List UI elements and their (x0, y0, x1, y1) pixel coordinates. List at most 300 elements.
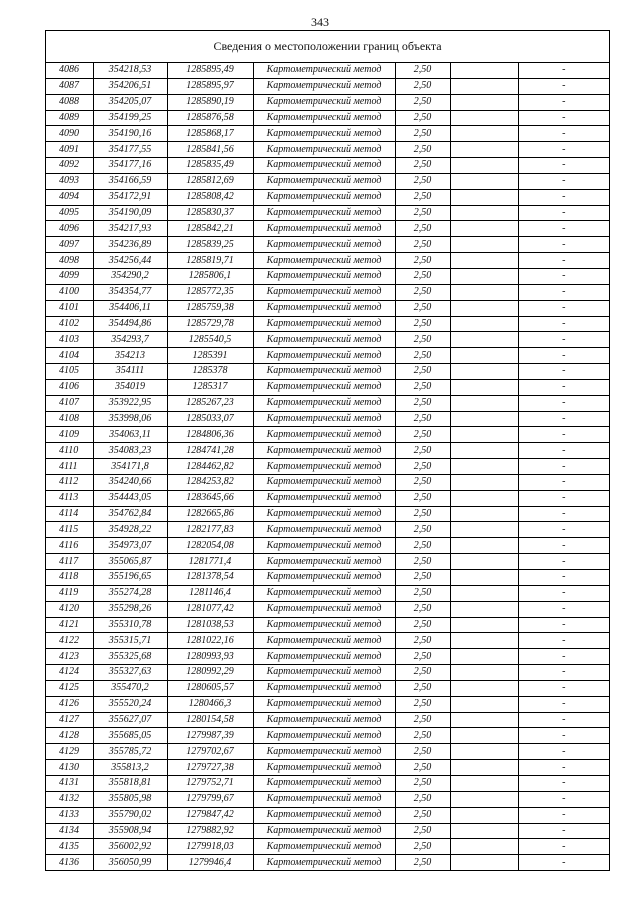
method-cell: Картометрический метод (253, 237, 395, 253)
point-number-cell: 4134 (46, 823, 93, 839)
table-row (46, 205, 609, 221)
y-coordinate-cell: 1285895,49 (167, 63, 253, 78)
method-cell: Картометрический метод (253, 316, 395, 332)
y-coordinate-cell: 1284462,82 (167, 459, 253, 475)
accuracy-cell: 2,50 (395, 807, 450, 823)
point-number-cell: 4113 (46, 490, 93, 506)
table-row (46, 110, 609, 126)
method-cell: Картометрический метод (253, 474, 395, 490)
table-row (46, 712, 609, 728)
method-cell: Картометрический метод (253, 94, 395, 110)
y-coordinate-cell: 1285842,21 (167, 221, 253, 237)
point-number-cell: 4136 (46, 855, 93, 871)
note-cell: - (518, 395, 609, 411)
point-number-cell: 4100 (46, 284, 93, 300)
x-coordinate-cell: 356002,92 (93, 839, 167, 855)
note-cell: - (518, 268, 609, 284)
empty-cell (450, 839, 518, 855)
y-coordinate-cell: 1279987,39 (167, 728, 253, 744)
empty-cell (450, 364, 518, 380)
y-coordinate-cell: 1281077,42 (167, 601, 253, 617)
y-coordinate-cell: 1285868,17 (167, 126, 253, 142)
empty-cell (450, 268, 518, 284)
y-coordinate-cell: 1285806,1 (167, 268, 253, 284)
empty-cell (450, 585, 518, 601)
point-number-cell: 4099 (46, 268, 93, 284)
method-cell: Картометрический метод (253, 459, 395, 475)
table-row (46, 268, 609, 284)
accuracy-cell: 2,50 (395, 823, 450, 839)
empty-cell (450, 158, 518, 174)
table-row (46, 633, 609, 649)
table-row (46, 760, 609, 776)
point-number-cell: 4112 (46, 474, 93, 490)
x-coordinate-cell: 354406,11 (93, 300, 167, 316)
accuracy-cell: 2,50 (395, 585, 450, 601)
method-cell: Картометрический метод (253, 490, 395, 506)
y-coordinate-cell: 1281146,4 (167, 585, 253, 601)
note-cell: - (518, 633, 609, 649)
empty-cell (450, 173, 518, 189)
y-coordinate-cell: 1282054,08 (167, 538, 253, 554)
point-number-cell: 4110 (46, 443, 93, 459)
accuracy-cell: 2,50 (395, 348, 450, 364)
table-row (46, 839, 609, 855)
point-number-cell: 4102 (46, 316, 93, 332)
accuracy-cell: 2,50 (395, 158, 450, 174)
method-cell: Картометрический метод (253, 570, 395, 586)
accuracy-cell: 2,50 (395, 839, 450, 855)
point-number-cell: 4121 (46, 617, 93, 633)
note-cell: - (518, 728, 609, 744)
x-coordinate-cell: 354494,86 (93, 316, 167, 332)
method-cell: Картометрический метод (253, 253, 395, 269)
note-cell: - (518, 63, 609, 78)
accuracy-cell: 2,50 (395, 63, 450, 78)
accuracy-cell: 2,50 (395, 427, 450, 443)
accuracy-cell: 2,50 (395, 237, 450, 253)
x-coordinate-cell: 355274,28 (93, 585, 167, 601)
method-cell: Картометрический метод (253, 268, 395, 284)
note-cell: - (518, 839, 609, 855)
x-coordinate-cell: 355813,2 (93, 760, 167, 776)
boundary-table-sheet (45, 30, 610, 871)
method-cell: Картометрический метод (253, 649, 395, 665)
method-cell: Картометрический метод (253, 78, 395, 94)
table-row (46, 78, 609, 94)
point-number-cell: 4123 (46, 649, 93, 665)
method-cell: Картометрический метод (253, 760, 395, 776)
accuracy-cell: 2,50 (395, 110, 450, 126)
accuracy-cell: 2,50 (395, 775, 450, 791)
table-row (46, 506, 609, 522)
method-cell: Картометрический метод (253, 379, 395, 395)
x-coordinate-cell: 355627,07 (93, 712, 167, 728)
accuracy-cell: 2,50 (395, 395, 450, 411)
note-cell: - (518, 253, 609, 269)
table-row (46, 142, 609, 158)
method-cell: Картометрический метод (253, 110, 395, 126)
y-coordinate-cell: 1285876,58 (167, 110, 253, 126)
point-number-cell: 4105 (46, 364, 93, 380)
point-number-cell: 4122 (46, 633, 93, 649)
note-cell: - (518, 649, 609, 665)
empty-cell (450, 522, 518, 538)
point-number-cell: 4119 (46, 585, 93, 601)
table-row (46, 522, 609, 538)
method-cell: Картометрический метод (253, 601, 395, 617)
point-number-cell: 4101 (46, 300, 93, 316)
empty-cell (450, 744, 518, 760)
x-coordinate-cell: 354213 (93, 348, 167, 364)
point-number-cell: 4120 (46, 601, 93, 617)
y-coordinate-cell: 1284741,28 (167, 443, 253, 459)
y-coordinate-cell: 1282177,83 (167, 522, 253, 538)
x-coordinate-cell: 354177,55 (93, 142, 167, 158)
accuracy-cell: 2,50 (395, 474, 450, 490)
table-row (46, 459, 609, 475)
table-row (46, 855, 609, 871)
accuracy-cell: 2,50 (395, 126, 450, 142)
method-cell: Картометрический метод (253, 538, 395, 554)
x-coordinate-cell: 355685,05 (93, 728, 167, 744)
accuracy-cell: 2,50 (395, 459, 450, 475)
point-number-cell: 4096 (46, 221, 93, 237)
x-coordinate-cell: 354293,7 (93, 332, 167, 348)
y-coordinate-cell: 1285830,37 (167, 205, 253, 221)
y-coordinate-cell: 1284253,82 (167, 474, 253, 490)
table-row (46, 490, 609, 506)
x-coordinate-cell: 355785,72 (93, 744, 167, 760)
empty-cell (450, 823, 518, 839)
method-cell: Картометрический метод (253, 173, 395, 189)
x-coordinate-cell: 354166,59 (93, 173, 167, 189)
table-row (46, 316, 609, 332)
method-cell: Картометрический метод (253, 585, 395, 601)
method-cell: Картометрический метод (253, 712, 395, 728)
method-cell: Картометрический метод (253, 807, 395, 823)
note-cell: - (518, 601, 609, 617)
empty-cell (450, 459, 518, 475)
accuracy-cell: 2,50 (395, 332, 450, 348)
table-row (46, 221, 609, 237)
empty-cell (450, 427, 518, 443)
y-coordinate-cell: 1281038,53 (167, 617, 253, 633)
empty-cell (450, 443, 518, 459)
table-row (46, 538, 609, 554)
method-cell: Картометрический метод (253, 443, 395, 459)
accuracy-cell: 2,50 (395, 205, 450, 221)
note-cell: - (518, 94, 609, 110)
table-row (46, 348, 609, 364)
x-coordinate-cell: 355805,98 (93, 791, 167, 807)
accuracy-cell: 2,50 (395, 554, 450, 570)
y-coordinate-cell: 1284806,36 (167, 427, 253, 443)
note-cell: - (518, 316, 609, 332)
point-number-cell: 4106 (46, 379, 93, 395)
x-coordinate-cell: 355325,68 (93, 649, 167, 665)
coordinates-table (46, 63, 609, 871)
x-coordinate-cell: 354199,25 (93, 110, 167, 126)
point-number-cell: 4103 (46, 332, 93, 348)
note-cell: - (518, 522, 609, 538)
y-coordinate-cell: 1285759,38 (167, 300, 253, 316)
method-cell: Картометрический метод (253, 205, 395, 221)
x-coordinate-cell: 354019 (93, 379, 167, 395)
note-cell: - (518, 570, 609, 586)
x-coordinate-cell: 355520,24 (93, 696, 167, 712)
method-cell: Картометрический метод (253, 221, 395, 237)
method-cell: Картометрический метод (253, 427, 395, 443)
point-number-cell: 4107 (46, 395, 93, 411)
method-cell: Картометрический метод (253, 633, 395, 649)
table-row (46, 300, 609, 316)
note-cell: - (518, 490, 609, 506)
y-coordinate-cell: 1283645,66 (167, 490, 253, 506)
note-cell: - (518, 443, 609, 459)
point-number-cell: 4108 (46, 411, 93, 427)
empty-cell (450, 237, 518, 253)
method-cell: Картометрический метод (253, 728, 395, 744)
empty-cell (450, 126, 518, 142)
table-row (46, 728, 609, 744)
accuracy-cell: 2,50 (395, 665, 450, 681)
table-row (46, 617, 609, 633)
empty-cell (450, 284, 518, 300)
y-coordinate-cell: 1285772,35 (167, 284, 253, 300)
y-coordinate-cell: 1280154,58 (167, 712, 253, 728)
point-number-cell: 4129 (46, 744, 93, 760)
y-coordinate-cell: 1281771,4 (167, 554, 253, 570)
note-cell: - (518, 427, 609, 443)
empty-cell (450, 78, 518, 94)
empty-cell (450, 617, 518, 633)
method-cell: Картометрический метод (253, 839, 395, 855)
point-number-cell: 4114 (46, 506, 93, 522)
point-number-cell: 4086 (46, 63, 93, 78)
y-coordinate-cell: 1285378 (167, 364, 253, 380)
point-number-cell: 4130 (46, 760, 93, 776)
point-number-cell: 4097 (46, 237, 93, 253)
table-row (46, 63, 609, 78)
point-number-cell: 4104 (46, 348, 93, 364)
method-cell: Картометрический метод (253, 189, 395, 205)
x-coordinate-cell: 354443,05 (93, 490, 167, 506)
empty-cell (450, 205, 518, 221)
point-number-cell: 4091 (46, 142, 93, 158)
empty-cell (450, 538, 518, 554)
table-row (46, 284, 609, 300)
method-cell: Картометрический метод (253, 126, 395, 142)
table-row (46, 696, 609, 712)
note-cell: - (518, 78, 609, 94)
y-coordinate-cell: 1285267,23 (167, 395, 253, 411)
table-row (46, 665, 609, 681)
empty-cell (450, 332, 518, 348)
accuracy-cell: 2,50 (395, 712, 450, 728)
empty-cell (450, 253, 518, 269)
accuracy-cell: 2,50 (395, 760, 450, 776)
note-cell: - (518, 617, 609, 633)
empty-cell (450, 728, 518, 744)
y-coordinate-cell: 1279799,67 (167, 791, 253, 807)
accuracy-cell: 2,50 (395, 316, 450, 332)
accuracy-cell: 2,50 (395, 189, 450, 205)
empty-cell (450, 775, 518, 791)
y-coordinate-cell: 1285540,5 (167, 332, 253, 348)
empty-cell (450, 348, 518, 364)
empty-cell (450, 395, 518, 411)
x-coordinate-cell: 355315,71 (93, 633, 167, 649)
accuracy-cell: 2,50 (395, 268, 450, 284)
x-coordinate-cell: 353998,06 (93, 411, 167, 427)
x-coordinate-cell: 354190,16 (93, 126, 167, 142)
y-coordinate-cell: 1279752,71 (167, 775, 253, 791)
note-cell: - (518, 506, 609, 522)
table-row (46, 680, 609, 696)
note-cell: - (518, 775, 609, 791)
y-coordinate-cell: 1279702,67 (167, 744, 253, 760)
x-coordinate-cell: 355818,81 (93, 775, 167, 791)
x-coordinate-cell: 355065,87 (93, 554, 167, 570)
point-number-cell: 4124 (46, 665, 93, 681)
empty-cell (450, 665, 518, 681)
point-number-cell: 4109 (46, 427, 93, 443)
empty-cell (450, 221, 518, 237)
table-row (46, 411, 609, 427)
point-number-cell: 4127 (46, 712, 93, 728)
empty-cell (450, 63, 518, 78)
accuracy-cell: 2,50 (395, 855, 450, 871)
y-coordinate-cell: 1285812,69 (167, 173, 253, 189)
x-coordinate-cell: 354236,89 (93, 237, 167, 253)
note-cell: - (518, 712, 609, 728)
accuracy-cell: 2,50 (395, 364, 450, 380)
table-row (46, 823, 609, 839)
accuracy-cell: 2,50 (395, 221, 450, 237)
x-coordinate-cell: 354217,93 (93, 221, 167, 237)
x-coordinate-cell: 354172,91 (93, 189, 167, 205)
x-coordinate-cell: 354177,16 (93, 158, 167, 174)
table-row (46, 427, 609, 443)
note-cell: - (518, 364, 609, 380)
empty-cell (450, 760, 518, 776)
y-coordinate-cell: 1285890,19 (167, 94, 253, 110)
accuracy-cell: 2,50 (395, 300, 450, 316)
method-cell: Картометрический метод (253, 395, 395, 411)
x-coordinate-cell: 354762,84 (93, 506, 167, 522)
method-cell: Картометрический метод (253, 522, 395, 538)
method-cell: Картометрический метод (253, 665, 395, 681)
point-number-cell: 4111 (46, 459, 93, 475)
y-coordinate-cell: 1280992,29 (167, 665, 253, 681)
note-cell: - (518, 791, 609, 807)
x-coordinate-cell: 354290,2 (93, 268, 167, 284)
empty-cell (450, 316, 518, 332)
method-cell: Картометрический метод (253, 300, 395, 316)
point-number-cell: 4126 (46, 696, 93, 712)
accuracy-cell: 2,50 (395, 538, 450, 554)
y-coordinate-cell: 1280466,3 (167, 696, 253, 712)
note-cell: - (518, 300, 609, 316)
x-coordinate-cell: 355298,26 (93, 601, 167, 617)
accuracy-cell: 2,50 (395, 379, 450, 395)
accuracy-cell: 2,50 (395, 791, 450, 807)
note-cell: - (518, 459, 609, 475)
method-cell: Картометрический метод (253, 284, 395, 300)
accuracy-cell: 2,50 (395, 490, 450, 506)
note-cell: - (518, 411, 609, 427)
table-row (46, 474, 609, 490)
y-coordinate-cell: 1285819,71 (167, 253, 253, 269)
y-coordinate-cell: 1279946,4 (167, 855, 253, 871)
x-coordinate-cell: 355327,63 (93, 665, 167, 681)
accuracy-cell: 2,50 (395, 173, 450, 189)
accuracy-cell: 2,50 (395, 570, 450, 586)
x-coordinate-cell: 353922,95 (93, 395, 167, 411)
y-coordinate-cell: 1279727,38 (167, 760, 253, 776)
accuracy-cell: 2,50 (395, 617, 450, 633)
accuracy-cell: 2,50 (395, 649, 450, 665)
method-cell: Картометрический метод (253, 506, 395, 522)
note-cell: - (518, 474, 609, 490)
empty-cell (450, 696, 518, 712)
point-number-cell: 4089 (46, 110, 93, 126)
note-cell: - (518, 665, 609, 681)
note-cell: - (518, 142, 609, 158)
accuracy-cell: 2,50 (395, 744, 450, 760)
note-cell: - (518, 110, 609, 126)
note-cell: - (518, 126, 609, 142)
method-cell: Картометрический метод (253, 823, 395, 839)
note-cell: - (518, 855, 609, 871)
point-number-cell: 4118 (46, 570, 93, 586)
table-row (46, 395, 609, 411)
empty-cell (450, 490, 518, 506)
y-coordinate-cell: 1285839,25 (167, 237, 253, 253)
table-row (46, 744, 609, 760)
method-cell: Картометрический метод (253, 855, 395, 871)
empty-cell (450, 411, 518, 427)
accuracy-cell: 2,50 (395, 284, 450, 300)
point-number-cell: 4090 (46, 126, 93, 142)
method-cell: Картометрический метод (253, 411, 395, 427)
empty-cell (450, 649, 518, 665)
table-row (46, 379, 609, 395)
point-number-cell: 4117 (46, 554, 93, 570)
point-number-cell: 4132 (46, 791, 93, 807)
y-coordinate-cell: 1285895,97 (167, 78, 253, 94)
y-coordinate-cell: 1282665,86 (167, 506, 253, 522)
point-number-cell: 4088 (46, 94, 93, 110)
y-coordinate-cell: 1279847,42 (167, 807, 253, 823)
note-cell: - (518, 284, 609, 300)
table-row (46, 649, 609, 665)
empty-cell (450, 570, 518, 586)
point-number-cell: 4092 (46, 158, 93, 174)
accuracy-cell: 2,50 (395, 696, 450, 712)
table-row (46, 253, 609, 269)
table-row (46, 570, 609, 586)
x-coordinate-cell: 356050,99 (93, 855, 167, 871)
method-cell: Картометрический метод (253, 744, 395, 760)
y-coordinate-cell: 1285033,07 (167, 411, 253, 427)
table-row (46, 94, 609, 110)
table-row (46, 585, 609, 601)
note-cell: - (518, 189, 609, 205)
empty-cell (450, 189, 518, 205)
x-coordinate-cell: 354205,07 (93, 94, 167, 110)
